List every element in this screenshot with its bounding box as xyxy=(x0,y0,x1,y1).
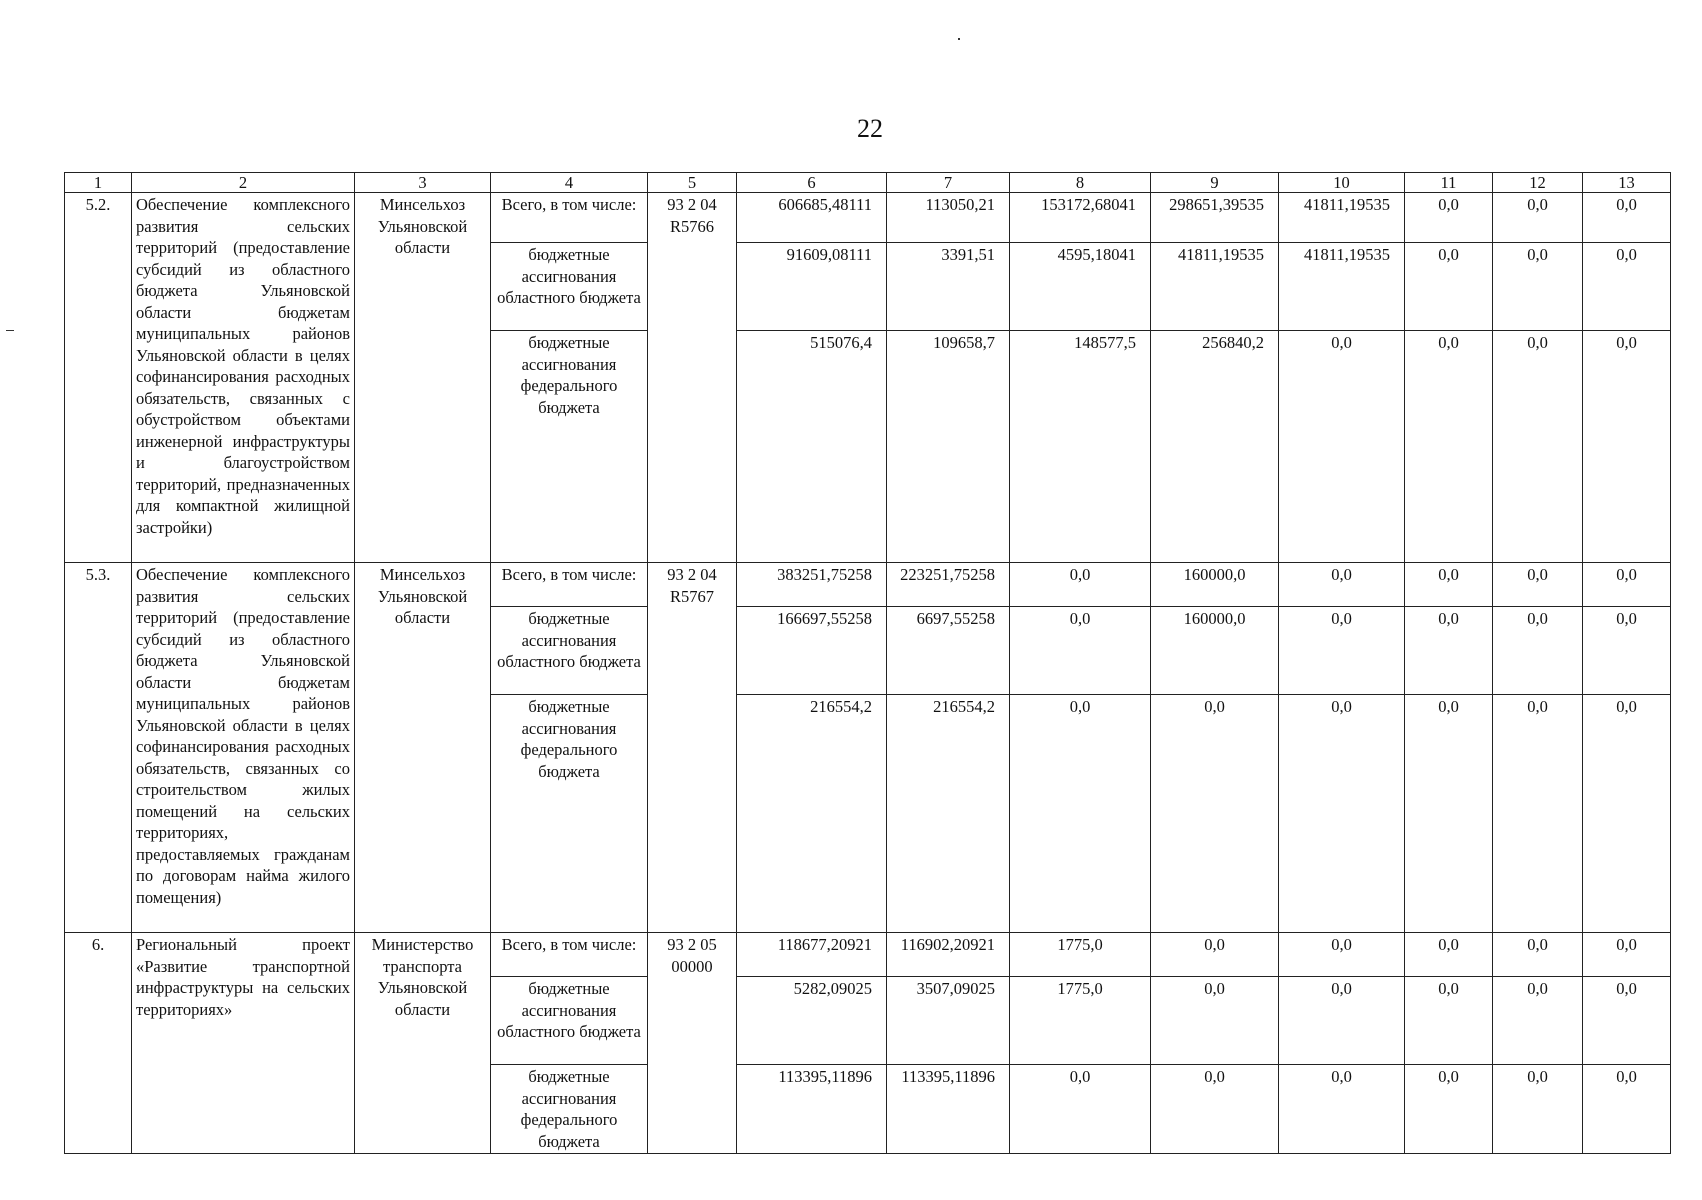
value-cell: 113395,11896 xyxy=(887,1065,1010,1154)
value-cell: 0,0 xyxy=(1010,563,1151,607)
value-cell: 223251,75258 xyxy=(887,563,1010,607)
budget-table xyxy=(64,172,1671,1154)
value-cell: 1775,0 xyxy=(1010,977,1151,1065)
value-cell: 0,0 xyxy=(1010,1065,1151,1154)
value-cell: 0,0 xyxy=(1493,243,1583,331)
value-cell: 0,0 xyxy=(1405,1065,1493,1154)
column-number: 3 xyxy=(355,173,491,193)
column-number: 2 xyxy=(132,173,355,193)
source-label: бюджетные ассигнования областного бюджета xyxy=(491,977,648,1065)
value-cell: 0,0 xyxy=(1405,331,1493,563)
page-number: 22 xyxy=(857,114,883,143)
value-cell: 160000,0 xyxy=(1151,607,1279,695)
value-cell: 113395,11896 xyxy=(737,1065,887,1154)
executor-cell: Министерство транспорта Ульяновской области xyxy=(355,933,491,1154)
row-number: 5.3. xyxy=(65,563,132,933)
value-cell: 0,0 xyxy=(1279,695,1405,933)
value-cell: 113050,21 xyxy=(887,193,1010,243)
scan-speck xyxy=(6,330,14,331)
measure-description: Обеспечение комплексного развития сельских территорий (предоставление субсидий из областного бюджета Ульяновской области бюджетам муниципальных районов Ульяновской области в целях софинансирования расходных обязательств, связанных со строительством жилых помещений на сельских территориях, предоставляемых гражданам по договорам найма жилого помещения) xyxy=(132,563,355,933)
value-cell: 0,0 xyxy=(1583,933,1671,977)
value-cell: 0,0 xyxy=(1583,695,1671,933)
source-label: бюджетные ассигнования федерального бюджета xyxy=(491,1065,648,1154)
budget-code: 93 2 05 00000 xyxy=(648,933,737,1154)
value-cell: 0,0 xyxy=(1493,193,1583,243)
value-cell: 0,0 xyxy=(1583,331,1671,563)
value-cell: 0,0 xyxy=(1405,243,1493,331)
source-label: бюджетные ассигнования областного бюджета xyxy=(491,243,648,331)
column-number: 12 xyxy=(1493,173,1583,193)
column-number-row xyxy=(65,173,1671,193)
value-cell: 0,0 xyxy=(1279,1065,1405,1154)
value-cell: 256840,2 xyxy=(1151,331,1279,563)
column-number: 1 xyxy=(65,173,132,193)
value-cell: 0,0 xyxy=(1405,933,1493,977)
value-cell: 160000,0 xyxy=(1151,563,1279,607)
source-label: Всего, в том числе: xyxy=(491,933,648,977)
value-cell: 0,0 xyxy=(1583,607,1671,695)
column-number: 11 xyxy=(1405,173,1493,193)
value-cell: 0,0 xyxy=(1010,607,1151,695)
value-cell: 116902,20921 xyxy=(887,933,1010,977)
measure-description: Региональный проект «Развитие транспортной инфраструктуры на сельских территориях» xyxy=(132,933,355,1154)
executor-cell: Минсельхоз Ульяновской области xyxy=(355,563,491,933)
table-row xyxy=(65,933,1671,977)
column-number: 4 xyxy=(491,173,648,193)
source-label: бюджетные ассигнования федерального бюджета xyxy=(491,331,648,563)
value-cell: 0,0 xyxy=(1583,977,1671,1065)
value-cell: 0,0 xyxy=(1493,563,1583,607)
value-cell: 0,0 xyxy=(1583,1065,1671,1154)
row-number: 5.2. xyxy=(65,193,132,563)
value-cell: 91609,08111 xyxy=(737,243,887,331)
column-number: 8 xyxy=(1010,173,1151,193)
source-label: Всего, в том числе: xyxy=(491,193,648,243)
value-cell: 0,0 xyxy=(1279,563,1405,607)
row-number: 6. xyxy=(65,933,132,1154)
value-cell: 6697,55258 xyxy=(887,607,1010,695)
value-cell: 0,0 xyxy=(1493,695,1583,933)
value-cell: 5282,09025 xyxy=(737,977,887,1065)
value-cell: 153172,68041 xyxy=(1010,193,1151,243)
value-cell: 0,0 xyxy=(1493,331,1583,563)
value-cell: 0,0 xyxy=(1493,977,1583,1065)
value-cell: 41811,19535 xyxy=(1279,193,1405,243)
source-label: бюджетные ассигнования федерального бюджета xyxy=(491,695,648,933)
table-row xyxy=(65,193,1671,243)
value-cell: 0,0 xyxy=(1405,563,1493,607)
scan-speck xyxy=(958,38,960,40)
column-number: 10 xyxy=(1279,173,1405,193)
value-cell: 0,0 xyxy=(1583,563,1671,607)
value-cell: 0,0 xyxy=(1279,933,1405,977)
value-cell: 0,0 xyxy=(1151,977,1279,1065)
measure-description: Обеспечение комплексного развития сельских территорий (предоставление субсидий из областного бюджета Ульяновской области бюджетам муниципальных районов Ульяновской области в целях софинансирования расходных обязательств, связанных с обустройством объектами инженерной инфраструктуры и благоустройством территорий, предназначенных для компактной жилищной застройки) xyxy=(132,193,355,563)
value-cell: 0,0 xyxy=(1010,695,1151,933)
value-cell: 0,0 xyxy=(1151,1065,1279,1154)
value-cell: 0,0 xyxy=(1279,977,1405,1065)
value-cell: 0,0 xyxy=(1151,933,1279,977)
executor-cell: Минсельхоз Ульяновской области xyxy=(355,193,491,563)
value-cell: 298651,39535 xyxy=(1151,193,1279,243)
value-cell: 109658,7 xyxy=(887,331,1010,563)
value-cell: 0,0 xyxy=(1279,607,1405,695)
column-number: 9 xyxy=(1151,173,1279,193)
value-cell: 0,0 xyxy=(1583,243,1671,331)
column-number: 13 xyxy=(1583,173,1671,193)
value-cell: 118677,20921 xyxy=(737,933,887,977)
value-cell: 606685,48111 xyxy=(737,193,887,243)
table-row xyxy=(65,563,1671,607)
value-cell: 3391,51 xyxy=(887,243,1010,331)
value-cell: 0,0 xyxy=(1583,193,1671,243)
value-cell: 0,0 xyxy=(1279,331,1405,563)
value-cell: 0,0 xyxy=(1405,607,1493,695)
source-label: Всего, в том числе: xyxy=(491,563,648,607)
column-number: 5 xyxy=(648,173,737,193)
value-cell: 1775,0 xyxy=(1010,933,1151,977)
value-cell: 216554,2 xyxy=(887,695,1010,933)
value-cell: 0,0 xyxy=(1405,695,1493,933)
value-cell: 4595,18041 xyxy=(1010,243,1151,331)
value-cell: 3507,09025 xyxy=(887,977,1010,1065)
value-cell: 0,0 xyxy=(1493,1065,1583,1154)
value-cell: 383251,75258 xyxy=(737,563,887,607)
budget-code: 93 2 04 R5767 xyxy=(648,563,737,933)
value-cell: 0,0 xyxy=(1405,193,1493,243)
value-cell: 148577,5 xyxy=(1010,331,1151,563)
value-cell: 166697,55258 xyxy=(737,607,887,695)
value-cell: 0,0 xyxy=(1405,977,1493,1065)
value-cell: 0,0 xyxy=(1151,695,1279,933)
value-cell: 515076,4 xyxy=(737,331,887,563)
value-cell: 216554,2 xyxy=(737,695,887,933)
source-label: бюджетные ассигнования областного бюджета xyxy=(491,607,648,695)
value-cell: 41811,19535 xyxy=(1151,243,1279,331)
column-number: 7 xyxy=(887,173,1010,193)
budget-code: 93 2 04 R5766 xyxy=(648,193,737,563)
value-cell: 0,0 xyxy=(1493,607,1583,695)
value-cell: 41811,19535 xyxy=(1279,243,1405,331)
value-cell: 0,0 xyxy=(1493,933,1583,977)
column-number: 6 xyxy=(737,173,887,193)
